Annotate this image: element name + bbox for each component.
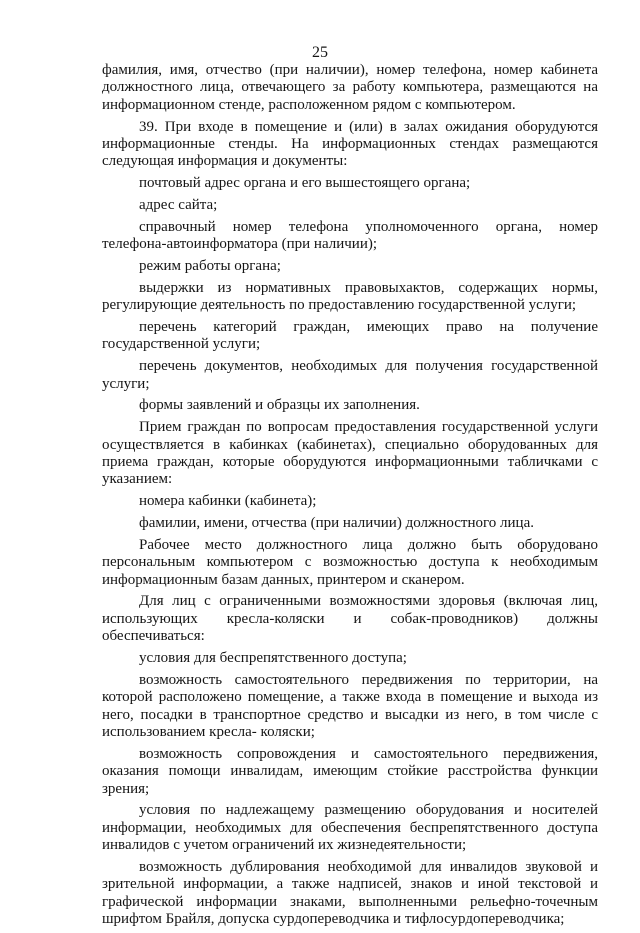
list-item-duplication: возможность дублирования необходимой для инвалидов звуковой и зрительной информации, а также надписей, знаков и иной текстовой и графической информации знаками, выполненными рельефно-точечным шрифтом Брайля, допуска сурдопереводчика и тифлосурдопереводчика;	[102, 859, 598, 928]
list-item-movement: возможность самостоятельного передвижения по территории, на которой расположено помещение, а также входа в помещение и выхода из него, посадки в транспортное средство и высадки из него, в том числе с использованием кресла- коляски;	[102, 671, 598, 741]
paragraph-disabilities: Для лиц с ограниченными возможностями здоровья (включая лиц, использующих кресла-коляски и собак-проводников) должны обеспечиваться:	[102, 593, 598, 645]
paragraph-reception: Прием граждан по вопросам предоставления государственной услуги осуществляется в кабинках (кабинетах), специально оборудованных для приема граждан, которые оборудуются информационными табличками с указанием:	[102, 419, 598, 488]
list-item-schedule: режим работы органа;	[139, 258, 281, 275]
list-item-escort: возможность сопровождения и самостоятельного передвижения, оказания помощи инвалидам, имеющим стойкие расстройства функции зрения;	[102, 745, 598, 797]
list-item-documents: перечень документов, необходимых для получения государственной услуги;	[102, 358, 598, 392]
page-number: 25	[312, 44, 328, 61]
paragraph-workplace: Рабочее место должностного лица должно быть оборудовано персональным компьютером с возможностью доступа к необходимым информационным базам данных, принтером и сканером.	[102, 536, 598, 588]
list-item-citizen-categories: перечень категорий граждан, имеющих право на получение государственной услуги;	[102, 319, 598, 353]
paragraph-continuation: фамилия, имя, отчество (при наличии), номер телефона, номер кабинета должностного лица, отвечающего за работу компьютера, размещаются на информационном стенде, расположенном рядом с компьютером.	[102, 62, 598, 113]
list-item-booth-number: номера кабинки (кабинета);	[139, 493, 317, 510]
list-item-access-conditions: условия для беспрепятственного доступа;	[139, 650, 407, 667]
list-item-website: адрес сайта;	[139, 197, 218, 214]
list-item-equipment-placement: условия по надлежащему размещению оборудования и носителей информации, необходимых для обеспечения беспрепятственного доступа инвалидов с учетом ограничений их жизнедеятельности;	[102, 802, 598, 854]
list-item-forms: формы заявлений и образцы их заполнения.	[139, 397, 420, 414]
list-item-official-name: фамилии, имени, отчества (при наличии) должностного лица.	[139, 515, 534, 532]
paragraph-item-39: 39. При входе в помещение и (или) в залах ожидания оборудуются информационные стенды. На информационных стендах размещаются следующая информация и документы:	[102, 118, 598, 170]
list-item-legal-extracts: выдержки из нормативных правовыхактов, содержащих нормы, регулирующие деятельность по предоставлению государственной услуги;	[102, 279, 598, 314]
list-item-phone: справочный номер телефона уполномоченного органа, номер телефона-автоинформатора (при наличии);	[102, 218, 598, 253]
document-body	[102, 62, 598, 933]
list-item-postal-address: почтовый адрес органа и его вышестоящего органа;	[139, 175, 471, 192]
